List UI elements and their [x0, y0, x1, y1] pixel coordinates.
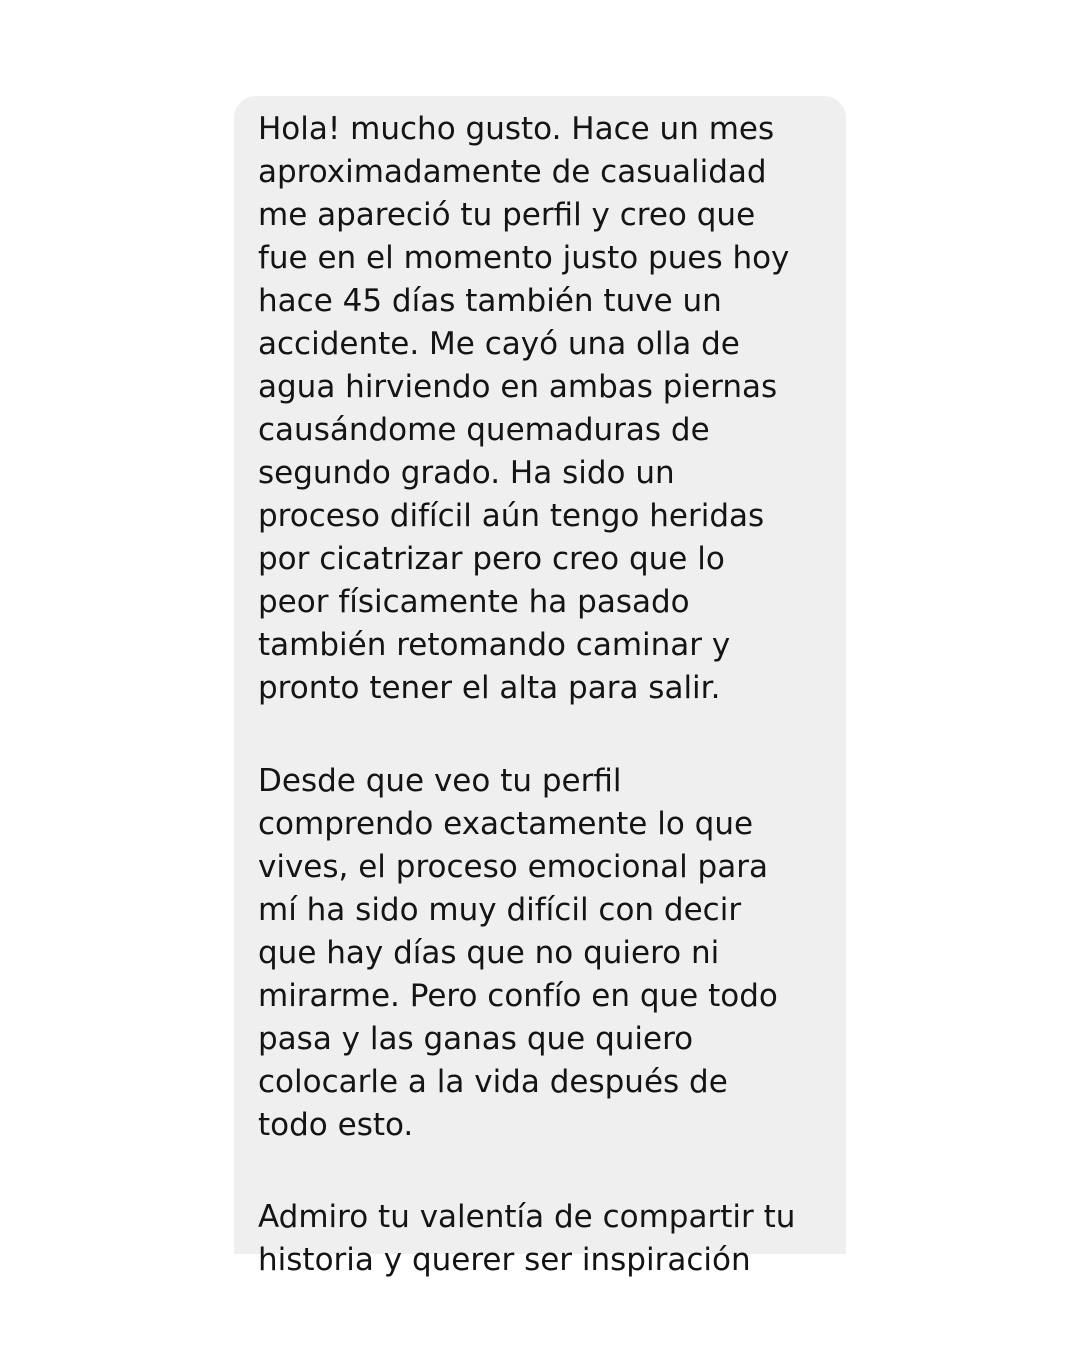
message-paragraph-2: Desde que veo tu perfil comprendo exactamente lo que vives, el proceso emocional para mí ha sido muy difícil con decir que hay días que no quiero ni mirarme. Pero confío en que todo pasa y las ganas que quiero colocarle a la vida después de todo esto.	[258, 763, 778, 1143]
message-paragraph-1: Hola! mucho gusto. Hace un mes aproximadamente de casualidad me apareció tu perfil y creo que fue en el momento justo pues hoy hace 45 días también tuve un accidente. Me cayó una olla de agua hirviendo en ambas piernas causándome quemaduras de segundo grado. Ha sido un proceso difícil aún tengo heridas por cicatrizar pero creo que lo peor físicamente ha pasado también retomando caminar y pronto tener el alta para salir.	[258, 111, 790, 706]
message-paragraph-3: Admiro tu valentía de compartir tu historia y querer ser inspiración	[258, 1199, 796, 1278]
message-bubble	[234, 96, 846, 1278]
